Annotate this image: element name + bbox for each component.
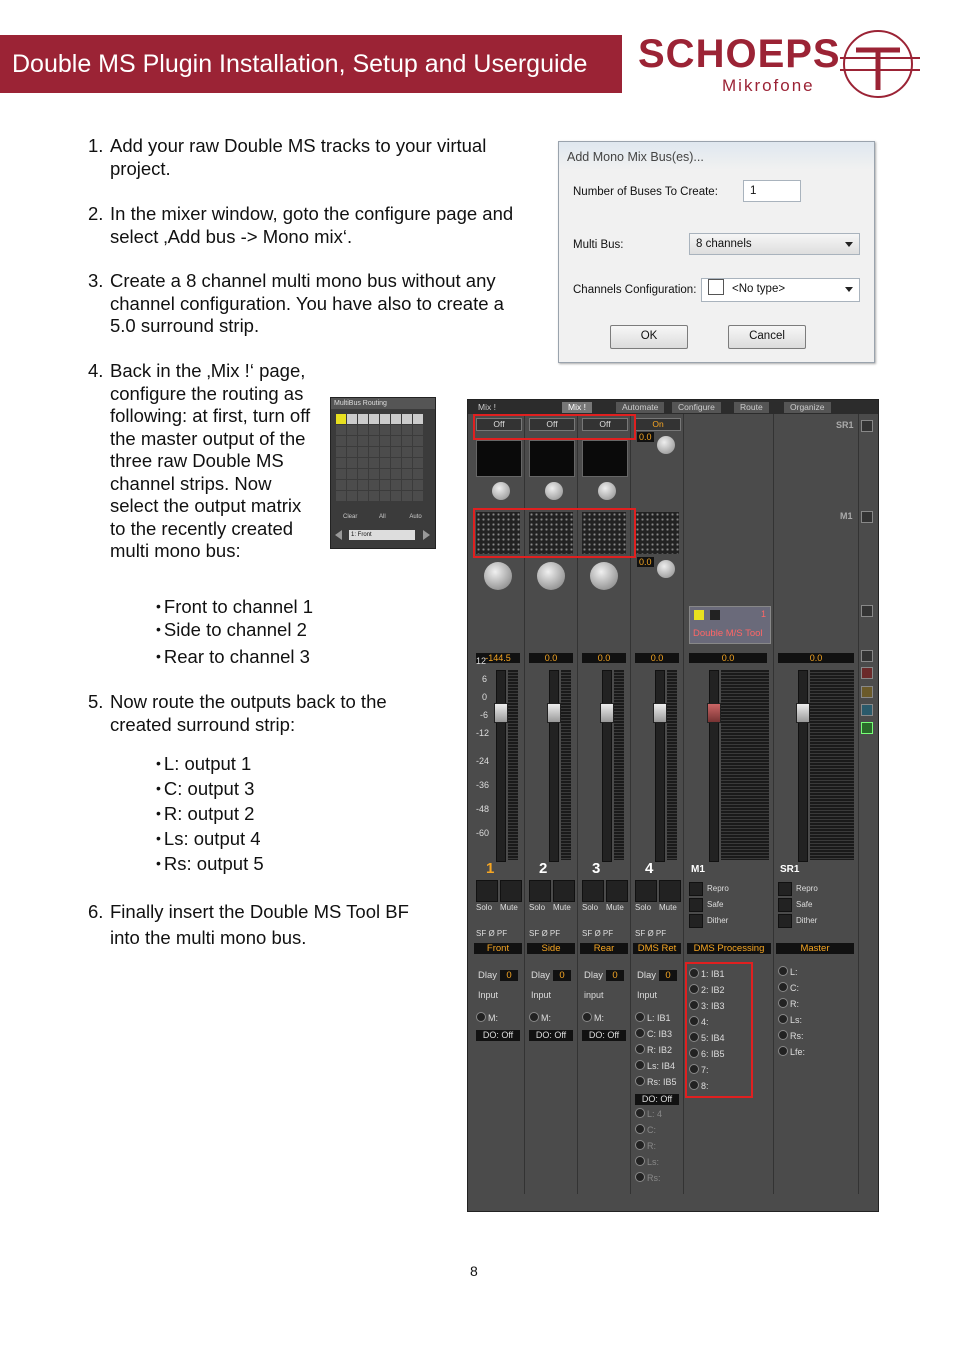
step-number: 5.	[88, 691, 104, 712]
master-out-button[interactable]: Off	[476, 418, 522, 431]
step-text: Finally insert the Double MS Tool BF into the multi mono bus.	[110, 901, 409, 948]
input-label: input	[584, 990, 604, 1000]
step-6	[88, 899, 428, 951]
safe-button[interactable]	[689, 898, 703, 912]
solo-label: Solo	[476, 903, 493, 912]
bullet-item: • Rs: output 5	[156, 851, 264, 876]
channel-name[interactable]: Rear	[580, 943, 628, 954]
pan-knob[interactable]	[598, 482, 616, 500]
pan-knob[interactable]	[657, 560, 675, 578]
route-label: R: IB2	[647, 1045, 673, 1055]
master-name[interactable]: Master	[776, 943, 854, 954]
connector-icon	[635, 1140, 645, 1150]
schoeps-logo	[638, 26, 928, 100]
document-title-banner: Double MS Plugin Installation, Setup and Userguide	[0, 35, 622, 93]
bullet-item: • Ls: output 4	[156, 826, 264, 851]
level-value: 0.0	[582, 653, 626, 663]
level-value: 0.0	[635, 653, 679, 663]
level-value: 0.0	[689, 653, 767, 663]
phase-scope	[476, 440, 522, 477]
direct-out-button[interactable]: DO: Off	[476, 1030, 520, 1041]
plugin-edit-icon[interactable]	[710, 610, 720, 620]
collapse-icon[interactable]	[861, 605, 873, 617]
multibus-routing-panel	[330, 397, 436, 549]
connector-icon	[778, 998, 788, 1008]
routing-buttons	[336, 514, 422, 520]
routing-select[interactable]: 1: Front	[349, 530, 415, 540]
output-route-r[interactable]	[635, 1044, 672, 1055]
master-strip-sr1	[774, 414, 859, 1194]
route-label: 3: IB3	[701, 1001, 725, 1011]
level-value: 0.0	[778, 653, 854, 663]
solo-button[interactable]	[582, 880, 604, 902]
direct-out-button[interactable]: DO: Off	[582, 1030, 626, 1041]
bullet-item: • L: output 1	[156, 751, 264, 776]
channels-config-label: Channels Configuration:	[573, 284, 697, 296]
master-route[interactable]	[778, 966, 798, 977]
input-label: Input	[637, 990, 658, 1000]
channel-name[interactable]: DMS Ret	[633, 943, 681, 954]
color-tag-icon[interactable]	[861, 722, 873, 734]
sf-phase-pf-label: SF Ø PF	[529, 929, 561, 938]
solo-button[interactable]	[476, 880, 498, 902]
chevron-down-icon	[845, 242, 853, 247]
master-number: SR1	[780, 864, 800, 875]
color-swatch-icon	[708, 279, 724, 295]
channels-config-select[interactable]	[701, 278, 860, 302]
output-route-rs[interactable]	[635, 1076, 681, 1087]
fader-track[interactable]	[798, 670, 808, 862]
fader-cap[interactable]	[653, 703, 667, 723]
level-value: -144.5	[476, 653, 520, 663]
input-label: Input	[478, 990, 499, 1000]
tab-mix[interactable]: Mix !	[562, 402, 592, 413]
master-route[interactable]	[778, 1014, 802, 1025]
mute-button[interactable]	[500, 880, 522, 902]
solo-label: Solo	[635, 903, 652, 912]
master-route[interactable]	[778, 998, 799, 1009]
route-label: M:	[488, 1013, 498, 1023]
connector-icon	[635, 1172, 645, 1182]
routing-bullets	[156, 594, 313, 669]
connector-icon	[582, 1012, 592, 1022]
tab-route[interactable]: Route	[734, 402, 769, 413]
solo-label: Solo	[582, 903, 599, 912]
scale-tick: 0	[482, 692, 488, 702]
connector-icon	[476, 1012, 486, 1022]
connector-icon	[635, 1156, 645, 1166]
solo-button[interactable]	[635, 880, 657, 902]
input-label: Input	[531, 990, 552, 1000]
phase-scope	[529, 440, 575, 477]
route-label: Rs: IB5	[647, 1077, 677, 1087]
fader-track[interactable]	[549, 670, 559, 862]
knob-value: 0.0	[639, 432, 652, 442]
arrow-left-icon[interactable]	[335, 530, 342, 540]
connector-icon	[635, 1060, 645, 1070]
schoeps-emblem-icon	[836, 28, 922, 100]
connector-icon	[778, 1030, 788, 1040]
route-label: Ls: IB4	[647, 1061, 676, 1071]
plugin-power-icon[interactable]	[694, 610, 704, 620]
mute-button[interactable]	[606, 880, 628, 902]
step-text: Add your raw Double MS tracks to your virtual project.	[110, 135, 487, 179]
color-tag-icon[interactable]	[861, 667, 873, 679]
input-route[interactable]	[476, 1012, 498, 1023]
channels-config-value: <No type>	[732, 283, 786, 295]
gain-knob[interactable]	[484, 562, 512, 590]
step-5	[88, 691, 418, 736]
buses-label: Number of Buses To Create:	[573, 186, 718, 198]
route-label: R:	[790, 999, 799, 1009]
multibus-select[interactable]	[689, 233, 860, 255]
connector-icon	[635, 1028, 645, 1038]
route-label: 7:	[701, 1065, 709, 1075]
route-label: Rs:	[647, 1173, 661, 1183]
output-matrix[interactable]	[635, 512, 679, 554]
sf-phase-pf-label: SF Ø PF	[635, 929, 667, 938]
master-out-button[interactable]: On	[635, 418, 681, 431]
page-number: 8	[470, 1263, 478, 1279]
solo-button[interactable]	[529, 880, 551, 902]
step-text: Now route the outputs back to the created surround strip:	[110, 691, 387, 735]
bus-name[interactable]: DMS Processing	[687, 943, 771, 954]
repro-label: Repro	[796, 884, 818, 893]
mute-label: Mute	[606, 903, 624, 912]
m1-label: M1	[840, 511, 853, 521]
safe-label: Safe	[707, 900, 724, 909]
route-label: 6: IB5	[701, 1049, 725, 1059]
output-route-ls[interactable]	[635, 1060, 675, 1071]
route-label: L:	[790, 967, 798, 977]
route-label: L: 4	[647, 1109, 663, 1119]
master-out-button[interactable]: Off	[529, 418, 575, 431]
direct-out-button[interactable]: DO: Off	[635, 1094, 679, 1105]
bus-number: M1	[691, 864, 705, 875]
route-label: Ls:	[790, 1015, 803, 1025]
input-route[interactable]	[635, 1140, 656, 1151]
level-meter	[721, 670, 769, 860]
input-route[interactable]	[582, 1012, 604, 1023]
fader-track[interactable]	[496, 670, 506, 862]
connector-icon	[635, 1012, 645, 1022]
mixer-window	[467, 399, 879, 1212]
connector-icon	[635, 1076, 645, 1086]
scale-tick: 6	[482, 674, 488, 684]
tab-organize[interactable]: Organize	[784, 402, 831, 413]
channel-number: 2	[539, 860, 548, 877]
dither-button[interactable]	[689, 914, 703, 928]
mixer-title: Mix !	[478, 402, 496, 412]
routing-panel-title: MultiBus Routing	[331, 398, 435, 409]
add-mono-mix-dialog	[558, 141, 875, 363]
plugin-slot[interactable]	[689, 606, 771, 644]
level-value: 0.0	[529, 653, 573, 663]
phase-scope	[582, 440, 628, 477]
master-route[interactable]	[778, 1046, 805, 1057]
mute-label: Mute	[553, 903, 571, 912]
level-meter	[614, 670, 624, 860]
level-meter	[508, 670, 518, 860]
fader-track[interactable]	[655, 670, 665, 862]
pan-knob[interactable]	[492, 482, 510, 500]
connector-icon	[635, 1044, 645, 1054]
route-label: Ls:	[647, 1157, 660, 1167]
channel-name[interactable]: Front	[474, 943, 522, 954]
scale-tick: -60	[476, 828, 490, 838]
step-number: 2.	[88, 203, 104, 224]
multibus-label: Multi Bus:	[573, 239, 624, 251]
bullet-item: • R: output 2	[156, 801, 264, 826]
dialog-title: Add Mono Mix Bus(es)...	[559, 142, 874, 170]
meter-scale	[476, 656, 489, 838]
route-label: 5: IB4	[701, 1033, 725, 1043]
route-label: M:	[541, 1013, 551, 1023]
ok-button[interactable]: OK	[610, 325, 688, 349]
scale-tick: -48	[476, 804, 490, 814]
step-3	[88, 270, 528, 338]
pan-knob[interactable]	[545, 482, 563, 500]
chevron-down-icon	[845, 287, 853, 292]
channel-number: 4	[645, 860, 654, 877]
repro-button[interactable]	[778, 882, 792, 896]
connector-icon	[778, 982, 788, 992]
channel-strip-4	[631, 414, 684, 1194]
step-text: Back in the ‚Mix !‘ page, configure the routing as following: at first, turn off the master output of the three raw Double MS channel strips. Now select the output matrix to the recently created multi mono bus:	[110, 360, 311, 561]
input-route[interactable]	[635, 1172, 661, 1183]
step-number: 6.	[88, 901, 104, 922]
safe-button[interactable]	[778, 898, 792, 912]
gain-knob[interactable]	[590, 562, 618, 590]
scale-tick: 12	[476, 656, 487, 666]
plugin-name: Double M/S Tool	[693, 628, 763, 639]
delay-field: Dlay 0	[531, 970, 571, 981]
input-route[interactable]	[635, 1124, 656, 1135]
route-label: L: IB1	[647, 1013, 671, 1023]
step-1	[88, 135, 538, 180]
step-number: 3.	[88, 270, 104, 291]
mixer-toolbar	[468, 400, 878, 414]
knob-value: 0.0	[639, 557, 652, 567]
color-tag-icon[interactable]	[861, 704, 873, 716]
route-label: M:	[594, 1013, 604, 1023]
color-tag-icon[interactable]	[861, 686, 873, 698]
routing-matrix[interactable]	[336, 414, 423, 501]
routing-cell-active[interactable]	[336, 414, 346, 424]
scale-tick: -36	[476, 780, 490, 790]
channel-number: 1	[486, 860, 495, 877]
route-label: C:	[647, 1125, 656, 1135]
fader-cap[interactable]	[600, 703, 614, 723]
collapse-icon[interactable]	[861, 420, 873, 432]
fader-cap[interactable]	[494, 703, 508, 723]
connector-icon	[529, 1012, 539, 1022]
delay-value[interactable]: 0	[553, 970, 571, 981]
highlight-master-out	[473, 414, 636, 440]
auto-button[interactable]: Auto	[409, 514, 422, 520]
delay-field: Dlay 0	[584, 970, 624, 981]
mute-button[interactable]	[553, 880, 575, 902]
bullet-item: • Rear to channel 3	[156, 644, 313, 669]
step-text: Create a 8 channel multi mono bus without any channel configuration. You have also to create a 5.0 surround strip.	[110, 270, 504, 336]
highlight-output-matrix	[473, 508, 636, 558]
output-route-c[interactable]	[635, 1028, 672, 1039]
plugin-number: 1	[760, 609, 766, 619]
repro-button[interactable]	[689, 882, 703, 896]
fader-track[interactable]	[602, 670, 612, 862]
delay-field: Dlay 0	[637, 970, 677, 981]
sf-phase-pf-label: SF Ø PF	[476, 929, 508, 938]
connector-icon	[778, 966, 788, 976]
connector-icon	[635, 1124, 645, 1134]
cancel-button[interactable]: Cancel	[728, 325, 806, 349]
tab-configure[interactable]: Configure	[672, 402, 721, 413]
pan-knob[interactable]	[657, 436, 675, 454]
step-4	[88, 360, 318, 563]
delay-value[interactable]: 0	[606, 970, 624, 981]
output-bullets	[156, 751, 264, 876]
scale-tick: -12	[476, 728, 490, 738]
route-label: R:	[647, 1141, 656, 1151]
connector-icon	[635, 1108, 645, 1118]
connector-icon	[778, 1014, 788, 1024]
mute-label: Mute	[500, 903, 518, 912]
route-label: C: IB3	[647, 1029, 673, 1039]
bullet-item: • C: output 3	[156, 776, 264, 801]
logo-subtitle: Mikrofone	[722, 76, 815, 95]
clear-button[interactable]: Clear	[343, 514, 358, 520]
bullet-item: • Front to channel 1	[156, 594, 313, 619]
dither-button[interactable]	[778, 914, 792, 928]
all-button[interactable]: All	[379, 514, 386, 520]
dither-label: Dither	[707, 916, 729, 925]
collapse-icon[interactable]	[861, 511, 873, 523]
buses-count-input[interactable]: 1	[743, 180, 801, 202]
step-number: 1.	[88, 135, 104, 156]
channel-number: 3	[592, 860, 601, 877]
output-route-l[interactable]	[635, 1012, 671, 1023]
multibus-value: 8 channels	[696, 238, 752, 250]
repro-label: Repro	[707, 884, 729, 893]
fader-cap[interactable]	[547, 703, 561, 723]
master-out-button[interactable]: Off	[582, 418, 628, 431]
delay-value[interactable]: 0	[500, 970, 518, 981]
delay-field: Dlay 0	[478, 970, 518, 981]
dither-label: Dither	[796, 916, 818, 925]
scale-tick: -6	[480, 710, 489, 720]
route-label: C:	[790, 983, 799, 993]
gain-knob[interactable]	[537, 562, 565, 590]
channel-name[interactable]: Side	[527, 943, 575, 954]
bullet-item: • Side to channel 2	[156, 617, 313, 642]
route-label: 2: IB2	[701, 985, 725, 995]
route-label: Rs:	[790, 1031, 804, 1041]
route-label: 1: IB1	[701, 969, 725, 979]
fader-cap[interactable]	[707, 703, 721, 723]
sr1-label: SR1	[836, 420, 854, 430]
level-meter	[810, 670, 854, 860]
mute-label: Mute	[659, 903, 677, 912]
input-route[interactable]	[635, 1156, 659, 1167]
collapse-icon[interactable]	[861, 650, 873, 662]
highlight-bus-routes	[685, 962, 753, 1098]
level-meter	[667, 670, 677, 860]
solo-label: Solo	[529, 903, 546, 912]
route-label: 8:	[701, 1081, 709, 1091]
tab-automate[interactable]: Automate	[616, 402, 664, 413]
arrow-right-icon[interactable]	[423, 530, 430, 540]
delay-value[interactable]: 0	[659, 970, 677, 981]
master-route[interactable]	[778, 1030, 804, 1041]
level-meter	[561, 670, 571, 860]
master-route[interactable]	[778, 982, 799, 993]
step-2	[88, 203, 538, 248]
step-number: 4.	[88, 360, 104, 381]
sf-phase-pf-label: SF Ø PF	[582, 929, 614, 938]
safe-label: Safe	[796, 900, 813, 909]
input-route[interactable]	[529, 1012, 551, 1023]
input-route[interactable]	[635, 1108, 662, 1119]
scale-tick: -24	[476, 756, 490, 766]
fader-cap[interactable]	[796, 703, 810, 723]
direct-out-button[interactable]: DO: Off	[529, 1030, 573, 1041]
logo-wordmark: SCHOEPS	[638, 32, 841, 76]
route-label: 4:	[701, 1017, 709, 1027]
step-text: In the mixer window, goto the configure page and select ‚Add bus -> Mono mix‘.	[110, 203, 514, 247]
connector-icon	[778, 1046, 788, 1056]
fader-track[interactable]	[709, 670, 719, 862]
mute-button[interactable]	[659, 880, 681, 902]
route-label: Lfe:	[790, 1047, 806, 1057]
